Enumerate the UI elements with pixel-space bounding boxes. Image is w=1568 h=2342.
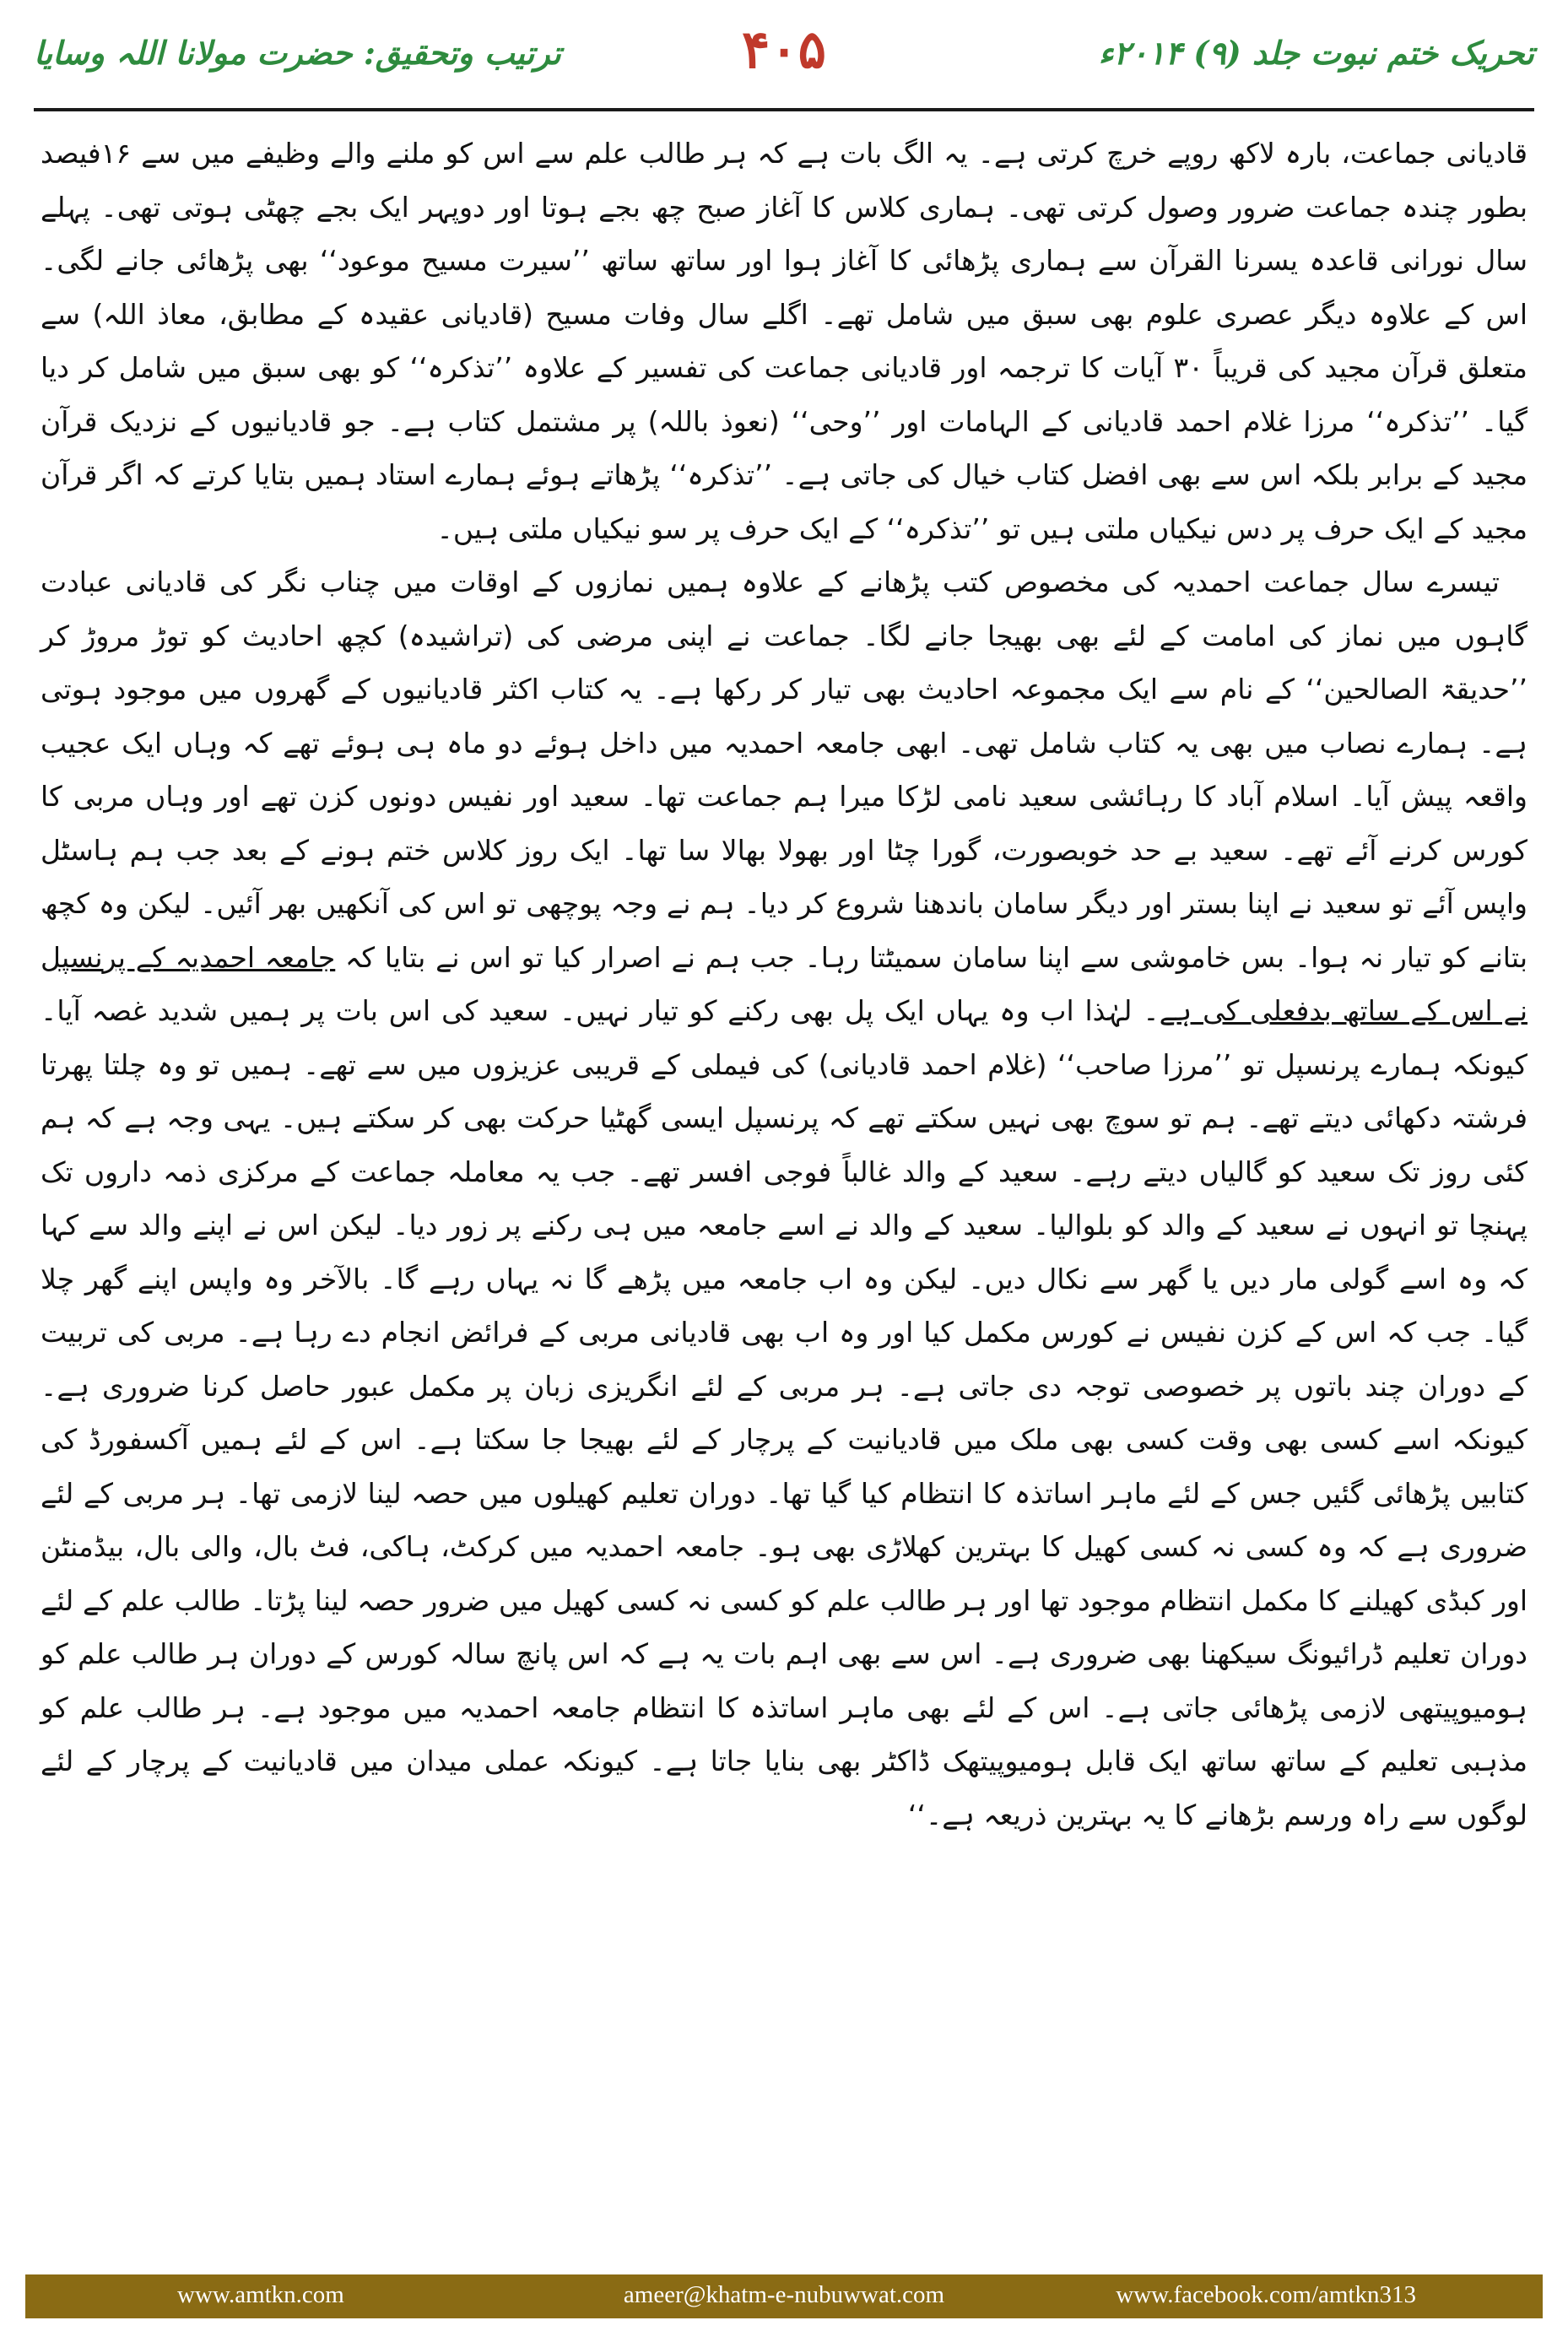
book-title: تحریک ختم نبوت جلد (۹) ۲۰۱۴ء bbox=[1098, 34, 1534, 72]
email-link[interactable]: ameer@khatm-e-nubuwwat.com bbox=[623, 2281, 945, 2308]
page-footer bbox=[25, 2274, 1543, 2318]
body-text bbox=[41, 127, 1527, 1842]
paragraph-1: قادیانی جماعت، بارہ لاکھ روپے خرچ کرتی ہے۔ یہ الگ بات ہے کہ ہر طالب علم سے اس کو ملنے والے وظیفے میں سے ۱۶فیصد بطور چندہ جماعت ضرور وصول کرتی تھی۔ ہماری کلاس کا آغاز صبح چھ بجے ہوتا اور دوپہر ایک بجے چھٹی ہوتی تھی۔ پہلے سال نورانی قاعدہ یسرنا القرآن سے ہماری پڑھائی کا آغاز ہوا اور ساتھ ساتھ ’’سیرت مسیح موعود‘‘ بھی پڑھائی جانے لگی۔ اس کے علاوہ دیگر عصری علوم بھی سبق میں شامل تھے۔ اگلے سال وفات مسیح (قادیانی عقیدہ کے مطابق، معاذ اللہ) سے متعلق قرآن مجید کی قریباً ۳۰ آیات کا ترجمہ اور قادیانی جماعت کی تفسیر کے علاوہ ’’تذکرہ‘‘ کو بھی سبق میں شامل کر دیا گیا۔ ’’تذکرہ‘‘ مرزا غلام احمد قادیانی کے الہامات اور ’’وحی‘‘ (نعوذ باللہ) پر مشتمل کتاب ہے۔ جو قادیانیوں کے نزدیک قرآن مجید کے برابر بلکہ اس سے بھی افضل کتاب خیال کی جاتی ہے۔ ’’تذکرہ‘‘ پڑھاتے ہوئے ہمارے استاد ہمیں بتایا کرتے کہ اگر قرآن مجید کے ایک حرف پر دس نیکیاں ملتی ہیں تو ’’تذکرہ‘‘ کے ایک حرف پر سو نیکیاں ملتی ہیں۔ bbox=[41, 137, 1527, 545]
paragraph-2 bbox=[41, 555, 1527, 1842]
paragraph-2-text: تیسرے سال جماعت احمدیہ کی مخصوص کتب پڑھانے کے علاوہ ہمیں نمازوں کے اوقات میں چناب نگر کی قادیانی عبادت گاہوں میں نماز کی امامت کے لئے بھی بھیجا جانے لگا۔ جماعت نے اپنی مرضی کی (تراشیدہ) کچھ احادیث کو توڑ مروڑ کر ’’حدیقۃ الصالحین‘‘ کے نام سے ایک مجموعہ احادیث بھی تیار کر رکھا ہے۔ یہ کتاب اکثر قادیانیوں کے گھروں میں موجود ہوتی ہے۔ ہمارے نصاب میں بھی یہ کتاب شامل تھی۔ ابھی جامعہ احمدیہ میں داخل ہوئے دو ماہ ہی ہوئے تھے کہ وہاں ایک عجیب واقعہ پیش آیا۔ اسلام آباد کا رہائشی سعید نامی لڑکا میرا ہم جماعت تھا۔ سعید اور نفیس دونوں کزن تھے اور وہاں مربی کا کورس کرنے آئے تھے۔ سعید بے حد خوبصورت، گورا چٹا اور بھولا بھالا سا تھا۔ ایک روز کلاس ختم ہونے کے بعد جب ہم ہاسٹل واپس آئے تو سعید نے اپنا بستر اور دیگر سامان باندھنا شروع کر دیا۔ ہم نے وجہ پوچھی تو اس کی آنکھیں بھر آئیں۔ لیکن وہ کچھ بتانے کو تیار نہ ہوا۔ بس خاموشی سے اپنا سامان سمیٹتا رہا۔ جب ہم نے اصرار کیا تو اس نے بتایا کہ bbox=[41, 565, 1527, 974]
paragraph-2-continued: ۔ لہٰذا اب وہ یہاں ایک پل بھی رکنے کو تیار نہیں۔ سعید کی اس بات پر ہمیں شدید غصہ آیا۔ کیونکہ ہمارے پرنسپل تو ’’مرزا صاحب‘‘ (غلام احمد قادیانی) کی فیملی کے قریبی عزیزوں میں سے تھے۔ ہمیں تو وہ چلتا پھرتا فرشتہ دکھائی دیتے تھے۔ ہم تو سوچ بھی نہیں سکتے تھے کہ پرنسپل ایسی گھٹیا حرکت بھی کر سکتے ہیں۔ یہی وجہ ہے کہ ہم کئی روز تک سعید کو گالیاں دیتے رہے۔ سعید کے والد غالباً فوجی افسر تھے۔ جب یہ معاملہ جماعت کے مرکزی ذمہ داروں تک پہنچا تو انہوں نے سعید کے والد کو بلوالیا۔ سعید کے والد نے اسے جامعہ میں ہی رکنے پر زور دیا۔ لیکن اس نے اپنے والد سے کہا کہ وہ اسے گولی مار دیں یا گھر سے نکال دیں۔ لیکن وہ اب جامعہ میں پڑھے گا نہ یہاں رہے گا۔ بالآخر وہ واپس اپنے گھر چلا گیا۔ جب کہ اس کے کزن نفیس نے کورس مکمل کیا اور وہ اب بھی قادیانی مربی کے فرائض انجام دے رہا ہے۔ مربی کی تربیت کے دوران چند باتوں پر خصوصی توجہ دی جاتی ہے۔ ہر مربی کے لئے انگریزی زبان پر مکمل عبور حاصل کرنا ضروری ہے۔ کیونکہ اسے کسی بھی وقت کسی بھی ملک میں قادیانیت کے پرچار کے لئے بھیجا جا سکتا ہے۔ اس کے لئے ہمیں آکسفورڈ کی کتابیں پڑھائی گئیں جس کے لئے ماہر اساتذہ کا انتظام کیا گیا تھا۔ دوران تعلیم کھیلوں میں حصہ لینا لازمی تھا۔ ہر مربی کے لئے ضروری ہے کہ وہ کسی نہ کسی کھیل کا بہترین کھلاڑی بھی ہو۔ جامعہ احمدیہ میں کرکٹ، ہاکی، فٹ بال، والی بال، بیڈمنٹن اور کبڈی کھیلنے کا مکمل انتظام موجود تھا اور ہر طالب علم کو کسی نہ کسی کھیل میں ضرور حصہ لینا پڑتا۔ طالب علم کے لئے دوران تعلیم ڈرائیونگ سیکھنا بھی ضروری ہے۔ اس سے بھی اہم بات یہ ہے کہ اس پانچ سالہ کورس کے دوران ہر طالب علم کو ہومیوپیتھی لازمی پڑھائی جاتی ہے۔ اس کے لئے بھی ماہر اساتذہ کا انتظام جامعہ احمدیہ میں موجود ہے۔ ہر طالب علم کو مذہبی تعلیم کے ساتھ ساتھ ایک قابل ہومیوپیتھک ڈاکٹر بھی بنایا جاتا ہے۔ کیونکہ عملی میدان میں قادیانیت کے پرچار کے لئے لوگوں سے راہ ورسم بڑھانے کا یہ بہترین ذریعہ ہے۔‘‘ bbox=[41, 994, 1527, 1831]
compiler-credit: ترتیب وتحقیق: حضرت مولانا اللہ وسایا bbox=[34, 34, 561, 72]
facebook-link[interactable]: www.facebook.com/amtkn313 bbox=[1116, 2281, 1416, 2308]
underlined-phrase: جامعہ احمدیہ کے پرنسپل نے اس کے ساتھ بدفعلی کی ہے bbox=[41, 940, 1528, 1027]
website-link[interactable]: www.amtkn.com bbox=[177, 2281, 344, 2308]
page-number: ۴۰۵ bbox=[742, 19, 826, 80]
page-header bbox=[34, 19, 1534, 95]
header-divider bbox=[34, 108, 1534, 111]
